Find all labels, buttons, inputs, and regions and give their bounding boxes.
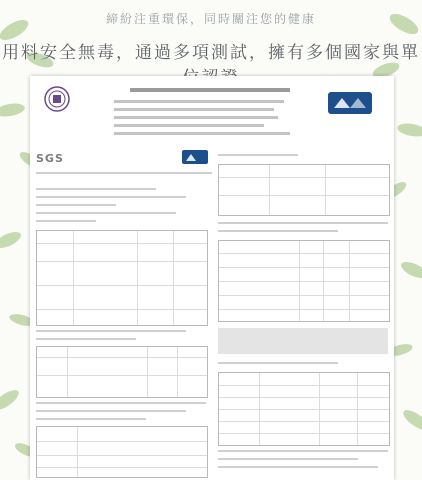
- taf-accreditation-icon: [328, 92, 372, 114]
- test-results-table: [218, 240, 390, 322]
- test-results-table: [36, 230, 208, 326]
- institution-seal-icon: [44, 86, 70, 112]
- report-left: [36, 150, 212, 480]
- certificate-document: [30, 76, 394, 480]
- test-results-table: [36, 346, 208, 398]
- test-results-table: [218, 372, 390, 446]
- sgs-logo: SGS: [36, 152, 64, 165]
- specification-table: [36, 426, 208, 478]
- report-right: [218, 150, 388, 480]
- headline-care: 締紛注重環保，同時關注您的健康: [105, 12, 316, 26]
- headline-certifications: 用料安全無毒，通過多項測試，擁有多個國家與單: [2, 43, 420, 63]
- report-columns: [30, 150, 394, 480]
- test-results-table: [218, 164, 390, 216]
- taf-accreditation-icon: [182, 150, 208, 164]
- certificate-header: [30, 80, 394, 146]
